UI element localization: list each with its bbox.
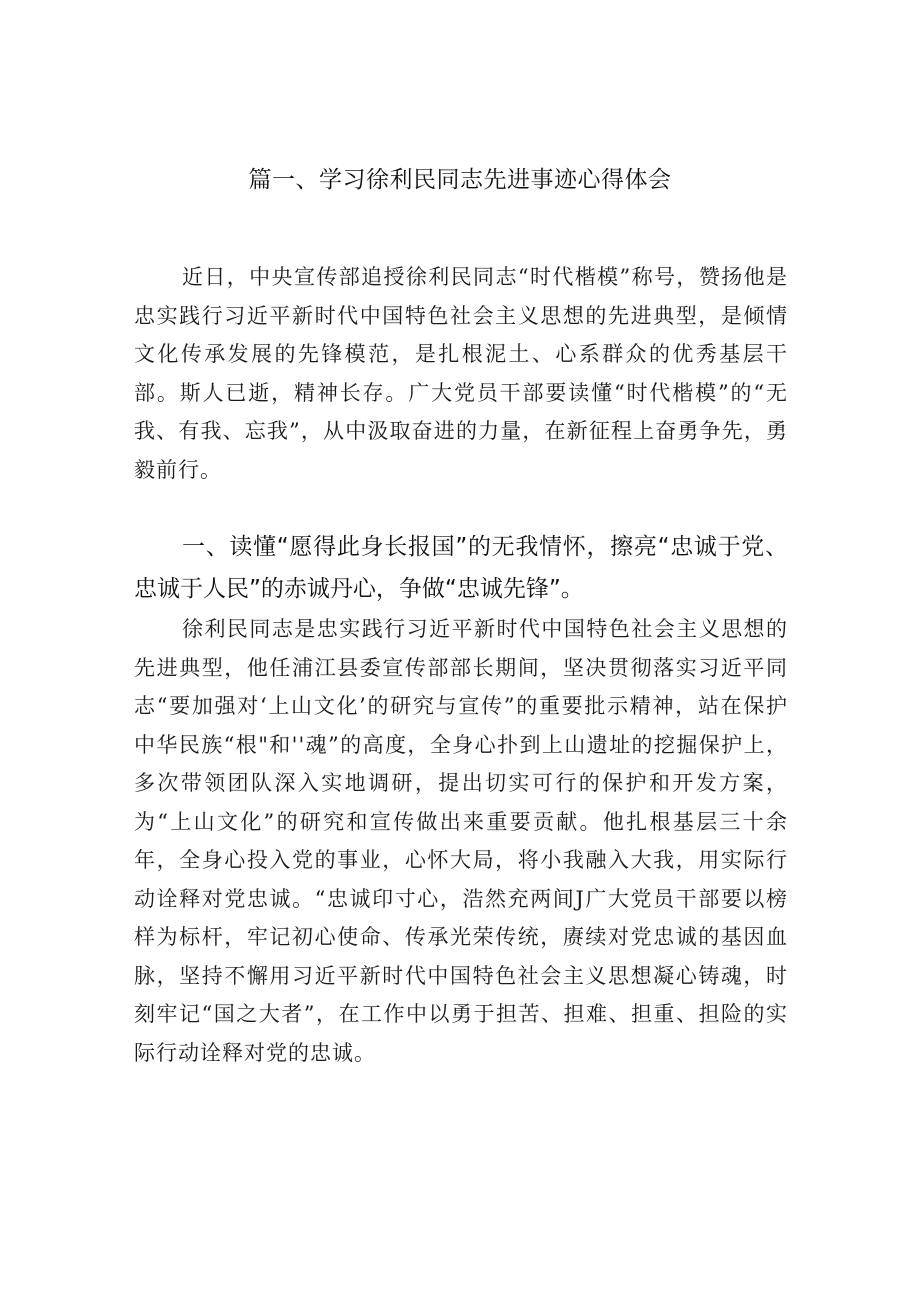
intro-paragraph: 近日，中央宣传部追授徐利民同志“时代楷模”称号，赞扬他是忠实践行习近平新时代中国特色社会主义思想的先进典型，是倾情文化传承发展的先锋模范，是扎根泥土、心系群众的优秀基层干部。斯人已逝，精神长存。广大党员干部要读懂“时代楷模”的“无我、有我、忘我”，从中汲取奋进的力量，在新征程上奋勇争先，勇毅前行。 — [134, 265, 788, 482]
section-body-block — [134, 610, 788, 1072]
intro-section — [134, 258, 788, 489]
section-heading-block — [134, 526, 788, 610]
section-heading: 一、读懂“愿得此身长报国”的无我情怀，擦亮“忠诚于党、忠诚于人民”的赤诚丹心，争做“忠诚先锋”。 — [134, 534, 788, 602]
section-body-paragraph: 徐利民同志是忠实践行习近平新时代中国特色社会主义思想的先进典型，他任浦江县委宣传部部长期间，坚决贯彻落实习近平同志“要加强对‘上山文化’的研究与宣传”的重要批示精神，站在保护中华民族“根"和''魂”的高度，全身心扑到上山遗址的挖掘保护上，多次带领团队深入实地调研，提出切实可行的保护和开发方案，为“上山文化”的研究和宣传做出来重要贡献。他扎根基层三十余年，全身心投入党的事业，心怀大局，将小我融入大我，用实际行动诠释对党忠诚。“忠诚印寸心，浩然充两间J广大党员干部要以榜样为标杆，牢记初心使命、传承光荣传统，赓续对党忠诚的基因血脉，坚持不懈用习近平新时代中国特色社会主义思想凝心铸魂，时刻牢记“国之大者”，在工作中以勇于担苦、担难、担重、担险的实际行动诠释对党的忠诚。 — [134, 617, 788, 1065]
document-title: 篇一、学习徐利民同志先进事迹心得体会 — [248, 167, 672, 193]
